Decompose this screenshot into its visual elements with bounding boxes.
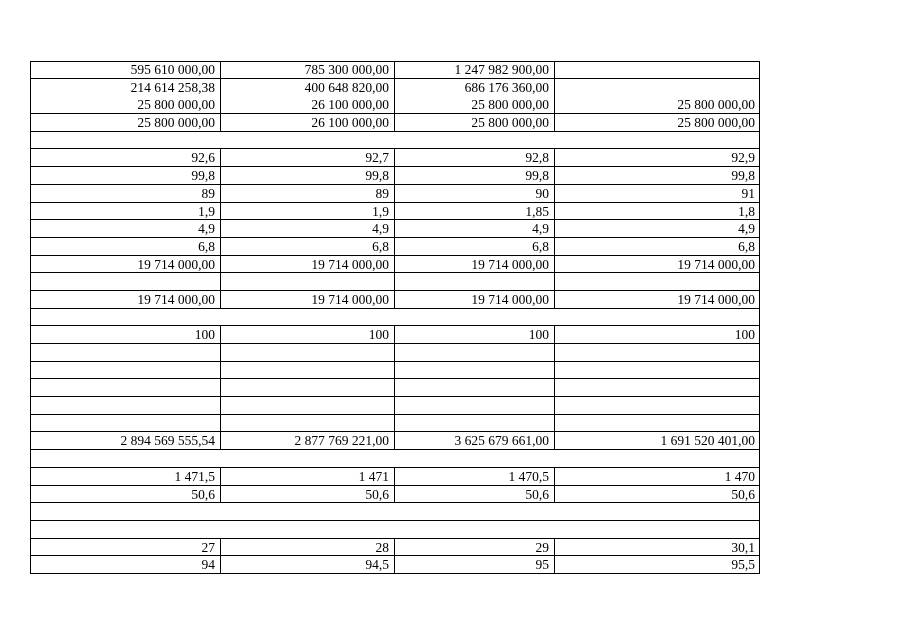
table-cell: 6,8 (738, 238, 755, 254)
table-cell: 26 100 000,00 (311, 115, 389, 131)
table-cell (220, 344, 394, 362)
table-cell (554, 521, 760, 539)
table-cell: 595 610 000,00 (130, 62, 215, 77)
table-cell: 92,6 (191, 150, 215, 166)
table-cell: 100 (368, 327, 389, 343)
table-cell: 25 800 000,00 (137, 115, 215, 131)
table-cell: 50,6 (525, 486, 549, 502)
table-cell (394, 379, 554, 397)
table-row (30, 362, 760, 380)
table-row (30, 203, 760, 221)
table-cell (554, 344, 760, 362)
table-cell (30, 132, 220, 150)
table-row (30, 503, 760, 521)
table-cell (554, 61, 760, 79)
table-row (30, 379, 760, 397)
table-cell: 94,5 (365, 557, 389, 573)
table-cell: 4,9 (372, 221, 389, 237)
table-cell: 99,8 (525, 168, 549, 184)
table-cell: 25 800 000,00 (471, 97, 549, 113)
table-cell: 92,9 (731, 150, 755, 166)
table-cell (554, 503, 760, 521)
table-cell (394, 415, 554, 433)
table-cell: 19 714 000,00 (137, 256, 215, 272)
table-cell: 19 714 000,00 (471, 291, 549, 307)
table-row (30, 415, 760, 433)
table-cell: 100 (194, 327, 215, 343)
table-cell: 89 (375, 185, 389, 201)
table-cell: 400 648 820,00 (304, 79, 389, 95)
table-cell: 214 614 258,38 (130, 79, 215, 95)
data-table (30, 61, 760, 574)
table-cell: 6,8 (532, 238, 549, 254)
table-row (30, 450, 760, 468)
table-cell (394, 273, 554, 291)
table-cell (220, 362, 394, 380)
table-cell: 50,6 (731, 486, 755, 502)
table-cell (394, 521, 554, 539)
table-cell: 50,6 (191, 486, 215, 502)
table-cell: 92,7 (365, 150, 389, 166)
table-row (30, 149, 760, 167)
table-cell: 4,9 (532, 221, 549, 237)
table-cell: 99,8 (731, 168, 755, 184)
table-cell: 2 894 569 555,54 (120, 433, 215, 449)
table-cell: 95 (535, 557, 549, 573)
table-cell: 6,8 (198, 238, 215, 254)
table-row (30, 326, 760, 344)
table-cell (220, 379, 394, 397)
table-cell (554, 415, 760, 433)
table-row (30, 273, 760, 291)
table-cell (30, 397, 220, 415)
table-cell (554, 379, 760, 397)
table-cell: 1,85 (525, 203, 549, 219)
table-cell: 89 (201, 185, 215, 201)
table-cell: 100 (734, 327, 755, 343)
table-cell: 785 300 000,00 (304, 62, 389, 77)
table-row (30, 61, 760, 79)
table-cell (30, 273, 220, 291)
table-cell: 90 (535, 185, 549, 201)
table-cell (30, 415, 220, 433)
table-cell: 25 800 000,00 (677, 97, 755, 113)
table-cell (220, 415, 394, 433)
table-row (30, 397, 760, 415)
table-cell (394, 309, 554, 327)
table-cell (30, 521, 220, 539)
table-cell (554, 450, 760, 468)
table-row (30, 114, 760, 132)
table-cell: 27 (201, 539, 215, 555)
table-cell: 91 (741, 185, 755, 201)
table-cell: 100 (528, 327, 549, 343)
table-row (30, 521, 760, 539)
table-cell (30, 344, 220, 362)
table-cell (30, 450, 220, 468)
table-row (30, 432, 760, 450)
table-cell (220, 309, 394, 327)
table-cell (394, 344, 554, 362)
table-cell: 686 176 360,00 (464, 79, 549, 95)
table-cell: 2 877 769 221,00 (294, 433, 389, 449)
table-row (30, 185, 760, 203)
table-cell: 99,8 (191, 168, 215, 184)
table-cell: 1 470,5 (508, 468, 549, 484)
table-cell (394, 132, 554, 150)
table-cell (220, 450, 394, 468)
table-row (30, 256, 760, 274)
table-row (30, 556, 760, 574)
table-cell: 92,8 (525, 150, 549, 166)
table-cell: 29 (535, 539, 549, 555)
table-cell (394, 450, 554, 468)
table-row (30, 309, 760, 327)
table-cell: 1 691 520 401,00 (660, 433, 755, 449)
table-cell (554, 273, 760, 291)
table-cell: 99,8 (365, 168, 389, 184)
table-cell (554, 79, 760, 97)
table-row (30, 167, 760, 185)
table-cell: 3 625 679 661,00 (454, 433, 549, 449)
table-cell: 19 714 000,00 (137, 291, 215, 307)
table-cell: 19 714 000,00 (677, 256, 755, 272)
table-row (30, 238, 760, 256)
table-cell: 25 800 000,00 (677, 115, 755, 131)
table-cell: 26 100 000,00 (311, 97, 389, 113)
table-cell (554, 397, 760, 415)
table-cell: 28 (375, 539, 389, 555)
table-cell (220, 273, 394, 291)
table-cell: 19 714 000,00 (311, 256, 389, 272)
table-cell: 30,1 (731, 539, 755, 555)
table-cell: 1 471,5 (174, 468, 215, 484)
table-cell: 1,9 (198, 203, 215, 219)
table-cell (220, 132, 394, 150)
table-row (30, 220, 760, 238)
table-cell (554, 132, 760, 150)
table-cell (30, 309, 220, 327)
table-cell (554, 362, 760, 380)
table-cell: 95,5 (731, 557, 755, 573)
table-row (30, 291, 760, 309)
table-cell: 1,8 (738, 203, 755, 219)
table-row (30, 468, 760, 486)
table-cell: 4,9 (198, 221, 215, 237)
table-cell (30, 362, 220, 380)
table-row (30, 132, 760, 150)
table-cell: 50,6 (365, 486, 389, 502)
table-cell (394, 397, 554, 415)
table-cell: 19 714 000,00 (471, 256, 549, 272)
table-cell: 19 714 000,00 (311, 291, 389, 307)
table-cell (220, 397, 394, 415)
table-cell (30, 503, 220, 521)
table-cell: 1 470 (724, 468, 755, 484)
table-cell: 94 (201, 557, 215, 573)
table-cell: 25 800 000,00 (137, 97, 215, 113)
table-row (30, 79, 760, 97)
table-cell: 6,8 (372, 238, 389, 254)
table-cell: 1 471 (358, 468, 389, 484)
table-cell: 1,9 (372, 203, 389, 219)
table-cell (220, 503, 394, 521)
table-row (30, 486, 760, 504)
table-cell (394, 503, 554, 521)
table-cell (394, 362, 554, 380)
table-cell: 25 800 000,00 (471, 115, 549, 131)
table-cell: 1 247 982 900,00 (454, 62, 549, 77)
table-cell: 4,9 (738, 221, 755, 237)
table-cell: 19 714 000,00 (677, 291, 755, 307)
table-row (30, 96, 760, 114)
table-row (30, 539, 760, 557)
table-cell (554, 309, 760, 327)
table-row (30, 344, 760, 362)
table-cell (220, 521, 394, 539)
table-cell (30, 379, 220, 397)
